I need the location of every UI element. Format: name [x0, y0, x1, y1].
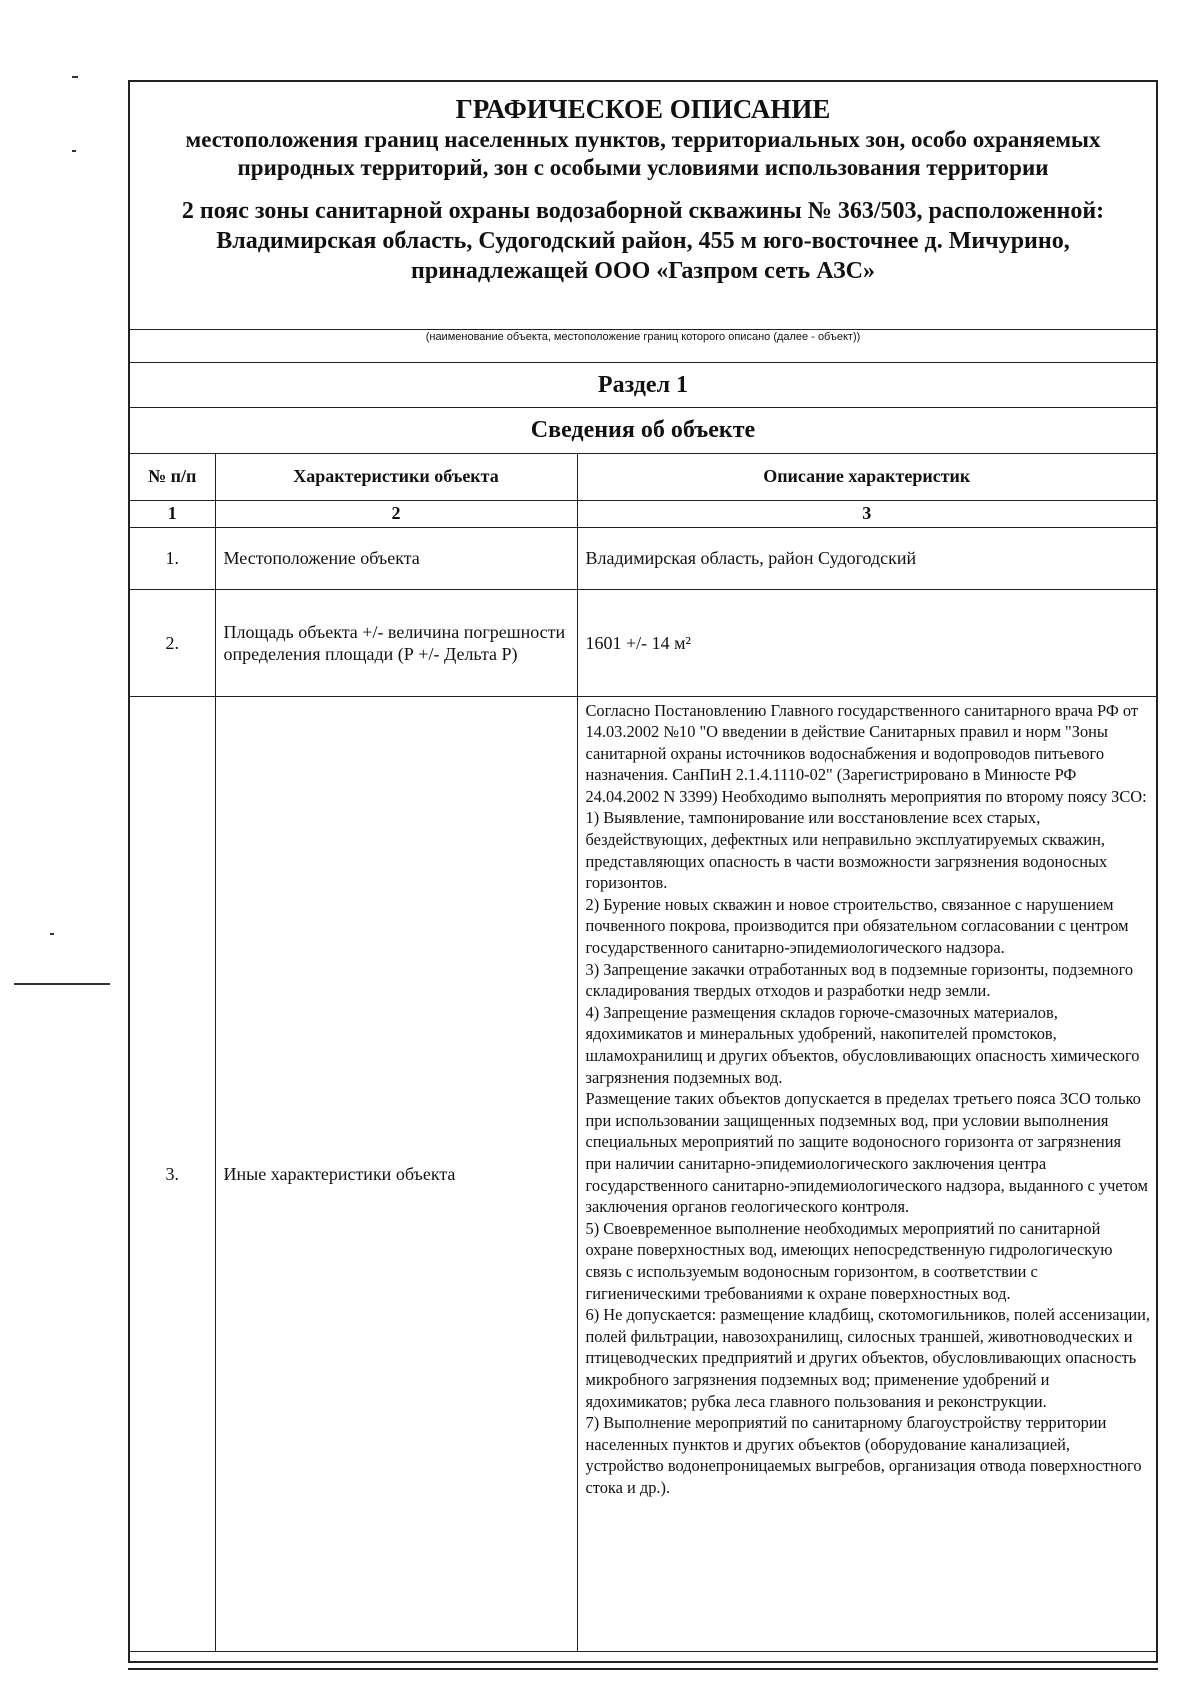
row-description: Владимирская область, район Судогодский: [577, 527, 1156, 589]
section-title: Раздел 1: [130, 363, 1156, 408]
document-title: ГРАФИЧЕСКОЕ ОПИСАНИЕ: [455, 94, 831, 124]
colnum-1: 1: [130, 500, 215, 527]
description-paragraph: 3) Запрещение закачки отработанных вод в подземные горизонты, подземного складирования твердых отходов и разработки недр земли.: [585, 959, 1134, 1001]
object-name: 2 пояс зоны санитарной охраны водозаборной скважины № 363/503, расположенной: Владимирская область, Судогодский район, 455 м юго-восточнее д. Мичурино, принадлежащей ООО «Газпром сеть АЗС»: [181, 198, 1105, 284]
section-subtitle: Сведения об объекте: [130, 408, 1156, 454]
document-header: [130, 82, 1156, 330]
document-subtitle: местоположения границ населенных пунктов, территориальных зон, особо охраняемых природных территорий, зон с особыми условиями использования территории: [185, 127, 1101, 180]
description-paragraph: 1) Выявление, тампонирование или восстановление всех старых, бездействующих, дефектных или неправильно эксплуатируемых скважин, представляющих опасность в части возможности загрязнения водоносных горизонтов.: [585, 808, 1108, 893]
description-paragraph: 6) Не допускается: размещение кладбищ, скотомогильников, полей ассенизации, полей фильтрации, навозохранилищ, силосных траншей, животноводческих и птицеводческих предприятий и других объектов, обусловливающих опасность микробного загрязнения подземных вод; применение удобрений и ядохимикатов; рубка леса главного пользования и реконструкции.: [585, 1305, 1150, 1411]
description-paragraph: Размещение таких объектов допускается в пределах третьего пояса ЗСО только при использовании защищенных подземных вод, при условии выполнения специальных мероприятий по защите водоносного горизонта от загрязнения при наличии санитарно-эпидемиологического заключения центра государственного санитарно-эпидемиологического надзора, выданного с учетом заключения органов геологического контроля.: [585, 1089, 1148, 1217]
description-paragraph: 2) Бурение новых скважин и новое строительство, связанное с нарушением почвенного покрова, производится при обязательном согласовании с центром государственного санитарно-эпидемиологического надзора.: [585, 894, 1129, 958]
row-num: 2.: [130, 589, 215, 696]
scan-mark: [72, 150, 76, 152]
description-paragraph: 5) Своевременное выполнение необходимых мероприятий по санитарной охране поверхностных вод, имеющих непосредственную гидрологическую связь с используемым водоносным горизонтом, в соответствии с гигиеническими требованиями к охране поверхностных вод.: [585, 1218, 1113, 1303]
object-caption: (наименование объекта, местоположение границ которого описано (далее - объект)): [130, 330, 1156, 363]
description-paragraph: Согласно Постановлению Главного государственного санитарного врача РФ от 14.03.2002 №10 "О введении в действие Санитарных правил и норм "Зоны санитарной охраны источников водоснабжения и водопроводов питьевого назначения. СанПиН 2.1.4.1110-02" (Зарегистрировано в Минюсте РФ 24.04.2002 N 3399) Необходимо выполнять мероприятия по второму поясу ЗСО:: [585, 700, 1147, 806]
row-characteristic: Иные характеристики объекта: [215, 696, 577, 1651]
colnum-2: 2: [215, 500, 577, 527]
description-paragraph: 7) Выполнение мероприятий по санитарному благоустройству территории населенных пунктов и других объектов (оборудование канализацией, устройство водонепроницаемых выгребов, организация отвода поверхностного стока и др.).: [585, 1413, 1142, 1497]
row-description: [577, 696, 1156, 1651]
description-paragraph: 4) Запрещение размещения складов горюче-смазочных материалов, ядохимикатов и минеральных удобрений, накопителей промстоков, шламохранилищ и других объектов, обусловливающих опасность химического загрязнения подземных вод.: [585, 1002, 1140, 1087]
header-characteristic: Характеристики объекта: [215, 454, 577, 500]
table-colnum-row: [130, 500, 1156, 527]
table-row: [130, 527, 1156, 589]
colnum-3: 3: [577, 500, 1156, 527]
row-characteristic: Местоположение объекта: [215, 527, 577, 589]
row-num: 3.: [130, 696, 215, 1651]
object-info-table: [130, 454, 1156, 1652]
scan-line: [14, 983, 110, 985]
scan-mark: [72, 76, 78, 78]
scan-mark: [50, 933, 54, 935]
table-row: [130, 696, 1156, 1651]
row-num: 1.: [130, 527, 215, 589]
header-description: Описание характеристик: [577, 454, 1156, 500]
table-row: [130, 589, 1156, 696]
document-page: [128, 80, 1158, 1663]
row-characteristic: Площадь объекта +/- величина погрешности определения площади (Р +/- Дельта Р): [215, 589, 577, 696]
header-num: № п/п: [130, 454, 215, 500]
row-description: 1601 +/- 14 м²: [577, 589, 1156, 696]
table-header-row: [130, 454, 1156, 500]
bottom-rule: [128, 1668, 1158, 1670]
